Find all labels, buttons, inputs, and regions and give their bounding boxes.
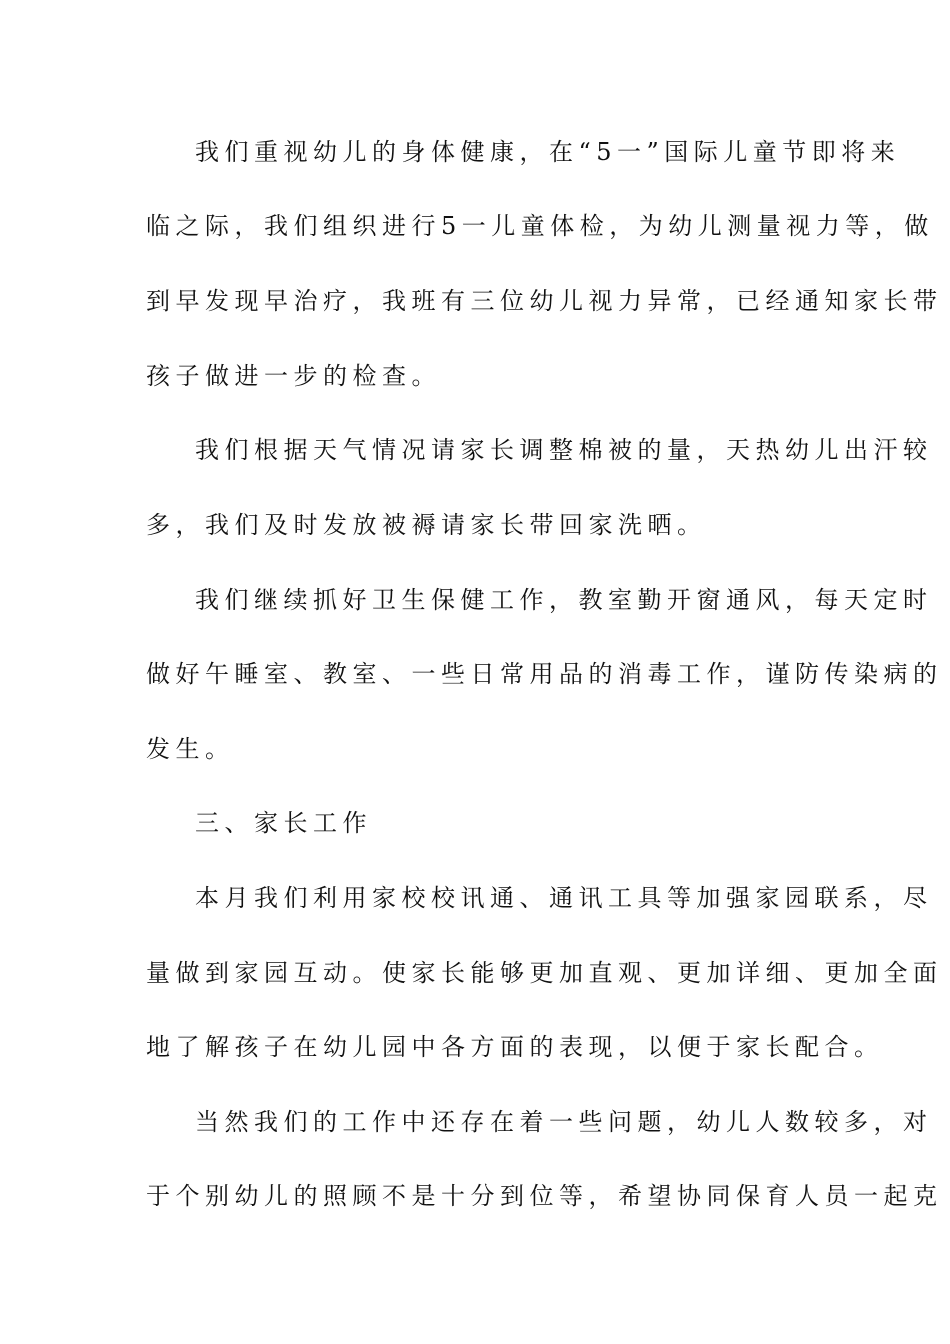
text-line: 当然我们的工作中还存在着一些问题，幼儿人数较多，对 — [195, 1108, 933, 1136]
section-heading-text: 三、家长工作 — [195, 809, 372, 837]
text-line: 我们根据天气情况请家长调整棉被的量，天热幼儿出汗较 — [195, 436, 933, 464]
text-line: 发生。 — [146, 735, 235, 763]
text-line: 地了解孩子在幼儿园中各方面的表现，以便于家长配合。 — [146, 1033, 884, 1061]
text-line: 多，我们及时发放被褥请家长带回家洗晒。 — [146, 511, 707, 539]
text-line: 本月我们利用家校校讯通、通讯工具等加强家园联系，尽 — [195, 884, 933, 912]
text-line: 临之际，我们组织进行5一儿童体检，为幼儿测量视力等，做 — [146, 212, 934, 240]
text-line: 我们重视幼儿的身体健康，在“5一”国际儿童节即将来 — [195, 138, 901, 166]
text-line: 量做到家园互动。使家长能够更加直观、更加详细、更加全面 — [146, 959, 943, 987]
text-line: 孩子做进一步的检查。 — [146, 362, 441, 390]
text-line: 我们继续抓好卫生保健工作，教室勤开窗通风，每天定时 — [195, 586, 933, 614]
text-line: 做好午睡室、教室、一些日常用品的消毒工作，谨防传染病的 — [146, 660, 943, 688]
text-line: 于个别幼儿的照顾不是十分到位等，希望协同保育人员一起克 — [146, 1182, 943, 1210]
text-line: 到早发现早治疗，我班有三位幼儿视力异常，已经通知家长带 — [146, 287, 943, 315]
